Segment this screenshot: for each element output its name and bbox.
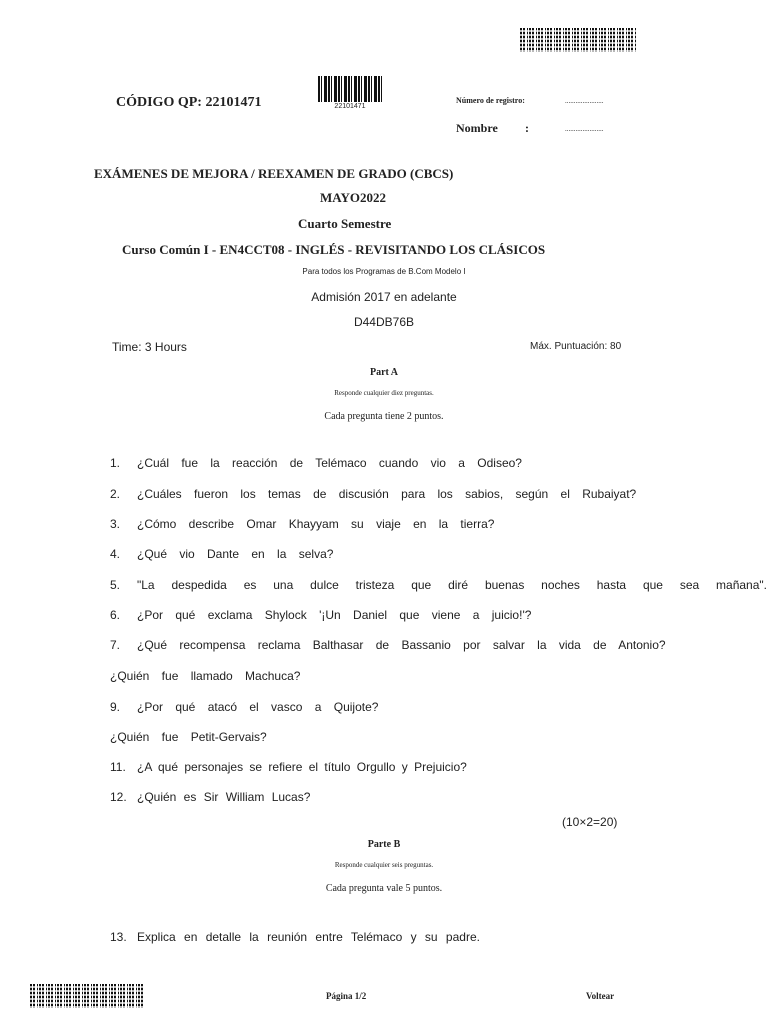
question-number: 3.	[110, 517, 121, 531]
question-text: ¿Qué vio Dante en la selva?	[137, 547, 334, 561]
exam-max-marks: Máx. Puntuación: 80	[530, 341, 622, 352]
question-number: 1.	[110, 456, 121, 470]
name-colon: :	[525, 121, 529, 135]
exam-title: EXÁMENES DE MEJORA / REEXAMEN DE GRADO (CBCS)	[94, 166, 454, 181]
question-10	[110, 730, 768, 744]
exam-semester: Cuarto Semestre	[298, 216, 392, 231]
question-3	[110, 517, 768, 531]
question-number: 7.	[110, 638, 121, 652]
question-11	[110, 760, 768, 774]
question-number: 9.	[110, 700, 121, 714]
exam-time: Time: 3 Hours	[112, 340, 187, 354]
exam-course: Curso Común I - EN4CCT08 - INGLÉS - REVISITANDO LOS CLÁSICOS	[122, 242, 546, 257]
part-a-marks-note: Cada pregunta tiene 2 puntos.	[324, 411, 444, 422]
registration-label: Número de registro:	[456, 96, 525, 105]
part-a-heading: Part A	[369, 367, 399, 378]
question-text: ¿A qué personajes se refiere el título Orgullo y Prejuicio?	[137, 760, 467, 774]
question-7	[110, 638, 768, 652]
question-number: 4.	[110, 547, 121, 561]
question-text: ¿Cuáles fueron los temas de discusión para los sabios, según el Rubaiyat?	[137, 487, 637, 501]
question-text: Explica en detalle la reunión entre Telémaco y su padre.	[137, 930, 480, 944]
exam-admission: Admisión 2017 en adelante	[311, 290, 457, 304]
question-number: 2.	[110, 487, 121, 501]
question-1	[110, 456, 768, 470]
question-number: 13.	[110, 930, 127, 944]
question-text: ¿Cómo describe Omar Khayyam su viaje en la tierra?	[137, 517, 495, 531]
turn-over-label: Voltear	[586, 991, 615, 1001]
name-label: Nombre	[456, 121, 498, 135]
part-a-instruction: Responde cualquier diez preguntas.	[334, 389, 434, 397]
qp-code: CÓDIGO QP: 22101471	[116, 95, 262, 110]
question-12	[110, 790, 768, 804]
question-text: ¿Quién fue llamado Machuca?	[110, 669, 301, 683]
question-text: ¿Qué recompensa reclama Balthasar de Bassanio por salvar la vida de Antonio?	[137, 638, 666, 652]
bottom-barcode	[30, 984, 144, 1008]
question-number: 11.	[110, 760, 126, 774]
question-9	[110, 700, 768, 714]
part-a-total: (10×2=20)	[562, 815, 618, 829]
question-text: "La despedida es una dulce tristeza que diré buenas noches hasta que sea mañana".	[137, 578, 767, 592]
question-number: 6.	[110, 608, 121, 622]
part-b-instruction: Responde cualquier seis preguntas.	[334, 861, 434, 869]
part-b-marks-note: Cada pregunta vale 5 puntos.	[325, 883, 443, 894]
question-number: 12.	[110, 790, 127, 804]
name-dots: ......................	[565, 125, 604, 133]
registration-dots: ......................	[565, 97, 604, 105]
top-barcode	[520, 28, 636, 52]
exam-programs: Para todos los Programas de B.Com Modelo I	[302, 267, 466, 276]
question-text: ¿Quién es Sir William Lucas?	[137, 790, 311, 804]
question-4	[110, 547, 768, 561]
question-text: ¿Por qué exclama Shylock '¡Un Daniel que viene a juicio!'?	[137, 608, 532, 622]
question-13	[110, 930, 768, 944]
question-number: 5.	[110, 578, 121, 592]
question-text: ¿Quién fue Petit-Gervais?	[110, 730, 267, 744]
question-2	[110, 487, 768, 501]
exam-code: D44DB76B	[353, 315, 415, 329]
qp-barcode	[318, 76, 382, 102]
exam-session: MAYO2022	[320, 190, 386, 205]
barcode-number: 22101471	[334, 103, 366, 110]
part-b-heading: Parte B	[367, 839, 401, 850]
page-number: Página 1/2	[326, 991, 367, 1001]
question-text: ¿Por qué atacó el vasco a Quijote?	[137, 700, 379, 714]
question-6	[110, 608, 768, 622]
question-text: ¿Cuál fue la reacción de Telémaco cuando vio a Odiseo?	[137, 456, 522, 470]
question-5	[110, 578, 768, 592]
question-8	[110, 669, 768, 683]
